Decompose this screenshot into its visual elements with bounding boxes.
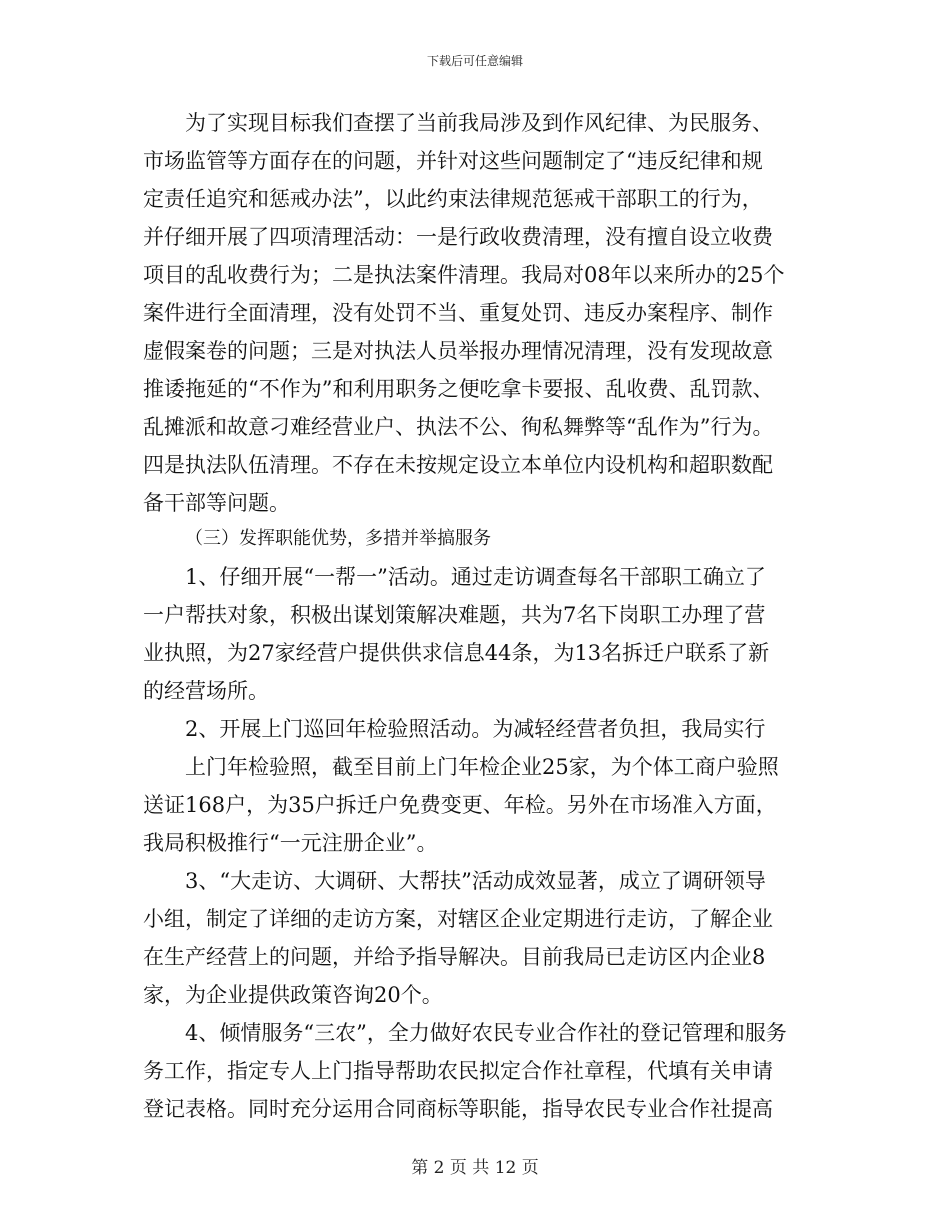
- text-line: 4、倾情服务“三农”，全力做好农民专业合作社的登记管理和服务: [185, 1021, 787, 1045]
- text-line: 并仔细开展了四项清理活动：一是行政收费清理，没有擅自设立收费: [143, 225, 773, 249]
- text-line: 乱摊派和故意刁难经营业户、执法不公、徇私舞弊等“乱作为”行为。: [143, 415, 774, 439]
- text-line: 四是执法队伍清理。不存在未按规定设立本单位内设机构和超职数配: [143, 453, 773, 477]
- text-line: 3、“大走访、大调研、大帮扶”活动成效显著，成立了调研领导: [185, 869, 766, 893]
- text-line: 我局积极推行“一元注册企业”。: [143, 831, 438, 855]
- text-line: 市场监管等方面存在的问题，并针对这些问题制定了“违反纪律和规: [143, 149, 763, 173]
- text-line: 上门年检验照，截至目前上门年检企业25家，为个体工商户验照: [185, 755, 779, 779]
- page-header: 下载后可任意编辑: [426, 54, 523, 68]
- text-line: 为了实现目标我们查摆了当前我局涉及到作风纪律、为民服务、: [185, 111, 773, 135]
- text-line: 登记表格。同时充分运用合同商标等职能，指导农民专业合作社提高: [143, 1097, 773, 1121]
- text-line: 虚假案卷的问题；三是对执法人员举报办理情况清理，没有发现故意: [143, 339, 773, 363]
- text-line: 案件进行全面清理，没有处罚不当、重复处罚、违反办案程序、制作: [143, 301, 773, 325]
- page-number: 第 2 页 共 12 页: [411, 1158, 539, 1178]
- text-line: 业执照，为27家经营户提供供求信息44条，为13名拆迁户联系了新: [143, 641, 770, 665]
- text-line: 1、仔细开展“一帮一”活动。通过走访调查每名干部职工确立了: [185, 565, 766, 589]
- text-line: 务工作，指定专人上门指导帮助农民拟定合作社章程，代填有关申请: [143, 1059, 773, 1083]
- text-line: 一户帮扶对象，积极出谋划策解决难题，共为7名下岗职工办理了营: [143, 603, 766, 627]
- section-heading: （三）发挥职能优势，多措并举搞服务: [185, 528, 491, 549]
- text-line: 在生产经营上的问题，并给予指导解决。目前我局已走访区内企业8: [143, 945, 766, 969]
- text-line: 小组，制定了详细的走访方案，对辖区企业定期进行走访，了解企业: [143, 907, 773, 931]
- text-line: 送证168户，为35户拆迁户免费变更、年检。另外在市场准入方面，: [143, 793, 777, 817]
- text-line: 备干部等问题。: [143, 491, 290, 515]
- text-line: 家，为企业提供政策咨询20个。: [143, 983, 443, 1007]
- text-line: 的经营场所。: [143, 679, 269, 703]
- text-line: 项目的乱收费行为；二是执法案件清理。我局对08年以来所办的25个: [143, 263, 785, 287]
- text-line: 定责任追究和惩戒办法”，以此约束法律规范惩戒干部职工的行为，: [143, 187, 763, 211]
- text-line: 推诿拖延的“不作为”和利用职务之便吃拿卡要报、乱收费、乱罚款、: [143, 377, 774, 401]
- text-line: 2、开展上门巡回年检验照活动。为减轻经营者负担，我局实行: [185, 717, 766, 741]
